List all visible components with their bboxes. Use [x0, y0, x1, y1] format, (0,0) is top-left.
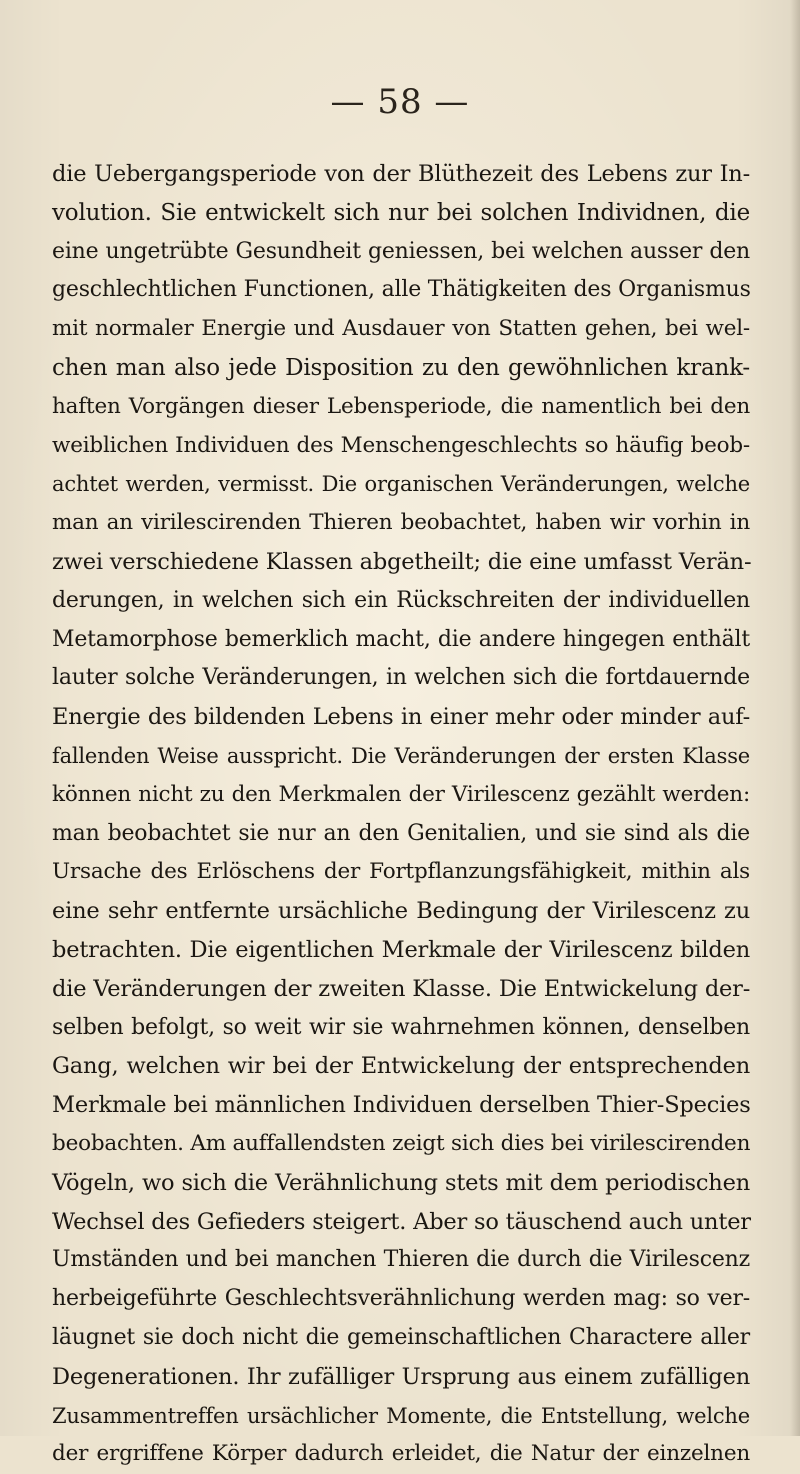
text-line: Gang, welchen wir bei der Entwickelung der entsprechenden — [52, 1053, 750, 1080]
text-line: haften Vorgängen dieser Lebensperiode, die namentlich bei den — [52, 393, 750, 419]
text-line: weiblichen Individuen des Menschengeschlechts so häufig beob- — [52, 432, 750, 458]
text-line: Metamorphose bemerklich macht, die andere hingegen enthält — [52, 626, 750, 652]
text-line: können nicht zu den Merkmalen der Virilescenz gezählt werden: — [52, 781, 750, 807]
body-text — [52, 155, 750, 1474]
page-edge-shadow — [790, 0, 800, 1436]
text-line: Umständen und bei manchen Thieren die durch die Virilescenz — [52, 1247, 750, 1273]
text-line: Energie des bildenden Lebens in einer mehr oder minder auf- — [52, 704, 750, 731]
text-line: herbeigeführte Geschlechtsverähnlichung werden mag: so ver- — [52, 1286, 750, 1312]
text-line: achtet werden, vermisst. Die organischen Veränderungen, welche — [52, 472, 750, 497]
text-line: man an virilescirenden Thieren beobachtet, haben wir vorhin in — [52, 510, 750, 536]
text-line: eine ungetrübte Gesundheit geniessen, bei welchen ausser den — [52, 238, 750, 264]
text-line: Merkmale bei männlichen Individuen derselben Thier-Species — [52, 1092, 751, 1119]
text-line: Vögeln, wo sich die Verähnlichung stets mit dem periodischen — [52, 1169, 750, 1196]
text-line: beobachten. Am auffallendsten zeigt sich dies bei virilescirenden — [52, 1130, 751, 1156]
text-line: geschlechtlichen Functionen, alle Thätigkeiten des Organismus — [52, 277, 751, 303]
text-line: Ursache des Erlöschens der Fortpflanzungsfähigkeit, mithin als — [52, 859, 750, 885]
text-line: lauter solche Veränderungen, in welchen sich die fortdauernde — [52, 665, 750, 691]
text-line: volution. Sie entwickelt sich nur bei solchen Individnen, die — [52, 199, 750, 226]
text-line: mit normaler Energie und Ausdauer von Statten gehen, bei wel- — [52, 316, 750, 342]
text-line: Zusammentreffen ursächlicher Momente, die Entstellung, welche — [52, 1403, 750, 1428]
text-line: zwei verschiedene Klassen abgetheilt; die eine umfasst Verän- — [52, 548, 752, 575]
text-line: selben befolgt, so weit wir sie wahrnehmen können, denselben — [52, 1014, 750, 1040]
text-line: die Veränderungen der zweiten Klasse. Die Entwickelung der- — [52, 975, 751, 1002]
text-line: derungen, in welchen sich ein Rückschreiten der individuellen — [52, 587, 750, 613]
text-line: eine sehr entfernte ursächliche Bedingung der Virilescenz zu — [52, 898, 750, 925]
text-line: chen man also jede Disposition zu den gewöhnlichen krank- — [52, 354, 750, 381]
text-line: läugnet sie doch nicht die gemeinschaftlichen Charactere aller — [52, 1324, 750, 1350]
page-number: — 58 — — [330, 82, 470, 122]
text-line: man beobachtet sie nur an den Genitalien, und sie sind als die — [52, 820, 750, 846]
text-line: fallenden Weise ausspricht. Die Veränderungen der ersten Klasse — [52, 743, 750, 768]
text-line: der ergriffene Körper dadurch erleidet, die Natur der einzelnen — [52, 1441, 750, 1467]
text-line: Degenerationen. Ihr zufälliger Ursprung aus einem zufälligen — [52, 1363, 750, 1390]
text-line: die Uebergangsperiode von der Blüthezeit des Lebens zur In- — [52, 161, 750, 187]
text-line: betrachten. Die eigentlichen Merkmale der Virilescenz bilden — [52, 936, 750, 963]
text-line: Wechsel des Gefieders steigert. Aber so täuschend auch unter — [52, 1208, 751, 1235]
